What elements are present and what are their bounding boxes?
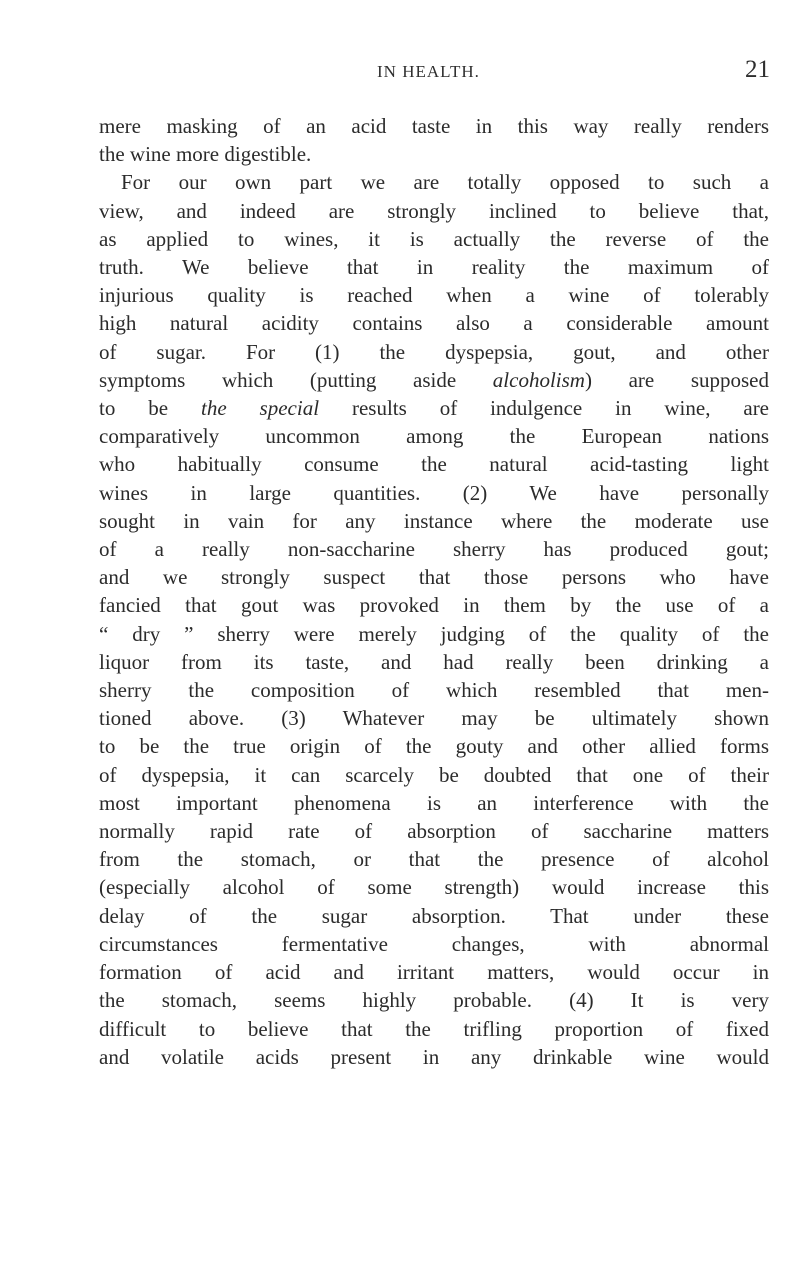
- text-line: sought in vain for any instance where the moderate use: [99, 508, 769, 533]
- text-line: comparatively uncommon among the European nations: [99, 424, 769, 449]
- text-line: view, and indeed are strongly inclined to believe that,: [99, 198, 769, 223]
- text-line: liquor from its taste, and had really been drinking a: [99, 649, 769, 674]
- text-line: as applied to wines, it is actually the reverse of the: [99, 226, 769, 251]
- text-line: delay of the sugar absorption. That under these: [99, 903, 769, 928]
- text-line: of dyspepsia, it can scarcely be doubted that one of their: [99, 762, 769, 787]
- text-line: sherry the composition of which resembled that men-: [99, 678, 769, 703]
- body-text: [99, 112, 769, 1071]
- text-line: fancied that gout was provoked in them by the use of a: [99, 593, 769, 618]
- text-line: the stomach, seems highly probable. (4) It is very: [99, 988, 769, 1013]
- text-line: wines in large quantities. (2) We have personally: [99, 480, 769, 505]
- text-line: difficult to believe that the trifling proportion of fixed: [99, 1016, 769, 1041]
- text-line: For our own part we are totally opposed to such a: [121, 170, 769, 195]
- text-line: “ dry ” sherry were merely judging of the quality of the: [99, 621, 769, 646]
- text-run: ) are supposed: [584, 367, 769, 392]
- text-line: most important phenomena is an interference with the: [99, 790, 769, 815]
- text-line: (especially alcohol of some strength) would increase this: [99, 875, 769, 900]
- text-line: from the stomach, or that the presence of alcohol: [99, 847, 769, 872]
- text-run: to be: [99, 396, 201, 421]
- text-line: to be the true origin of the gouty and other allied forms: [99, 734, 769, 759]
- text-run: symptoms which (putting aside: [99, 367, 493, 392]
- text-run: results of indulgence in wine, are: [319, 396, 770, 421]
- text-line: [99, 394, 769, 422]
- text-line: truth. We believe that in reality the maximum of: [99, 255, 769, 280]
- running-head: [0, 56, 800, 90]
- text-line: of sugar. For (1) the dyspepsia, gout, and other: [99, 339, 769, 364]
- italic-text: alcoholism: [492, 367, 585, 392]
- text-line: formation of acid and irritant matters, would occur in: [99, 960, 769, 985]
- running-head-title: IN HEALTH.: [377, 62, 480, 81]
- text-line: normally rapid rate of absorption of saccharine matters: [99, 819, 769, 844]
- text-line: and we strongly suspect that those persons who have: [99, 565, 769, 590]
- text-line: the wine more digestible.: [99, 142, 312, 167]
- text-line: and volatile acids present in any drinkable wine would: [99, 1044, 769, 1069]
- text-line: high natural acidity contains also a considerable amount: [99, 311, 769, 336]
- text-line: who habitually consume the natural acid-tasting light: [99, 452, 769, 477]
- text-line: tioned above. (3) Whatever may be ultimately shown: [99, 706, 769, 731]
- text-line: [99, 366, 769, 394]
- text-line: injurious quality is reached when a wine of tolerably: [99, 283, 769, 308]
- text-line: circumstances fermentative changes, with abnormal: [99, 931, 769, 956]
- text-line: of a really non-saccharine sherry has produced gout;: [99, 537, 769, 562]
- italic-text: the special: [200, 396, 320, 421]
- text-line: mere masking of an acid taste in this way really renders: [99, 114, 769, 138]
- page-number: 21: [745, 56, 770, 83]
